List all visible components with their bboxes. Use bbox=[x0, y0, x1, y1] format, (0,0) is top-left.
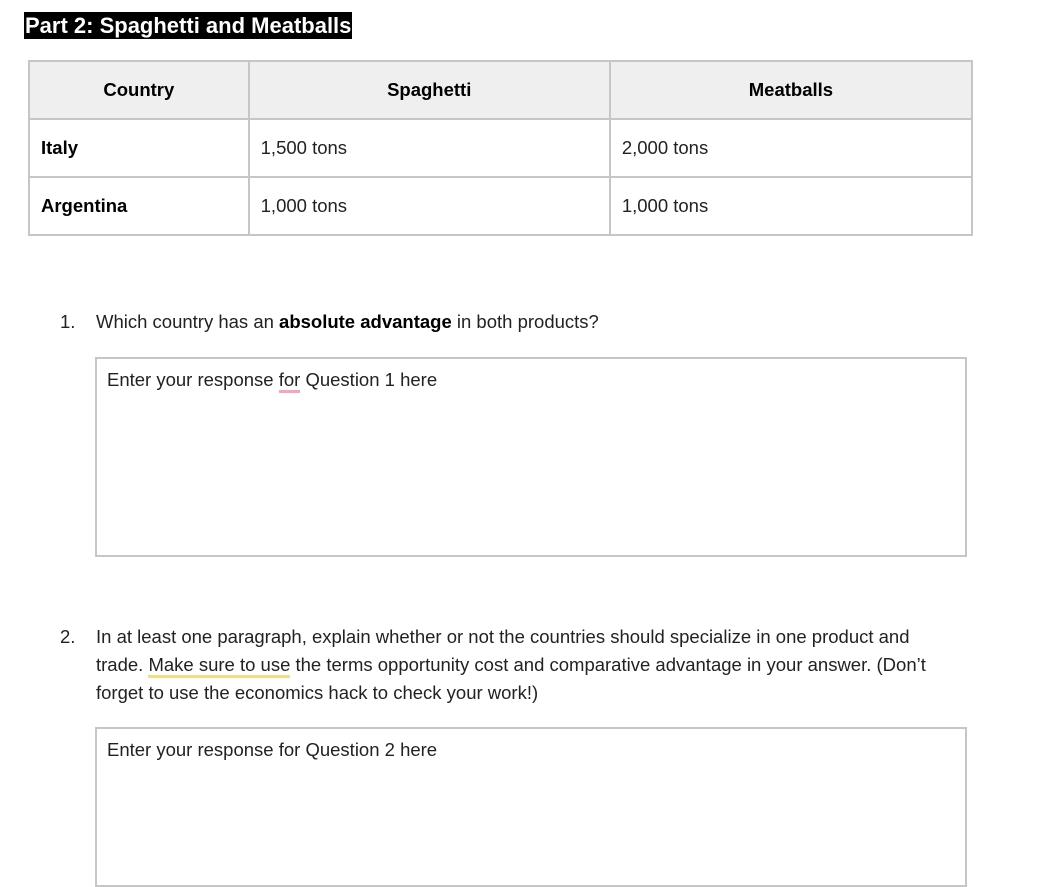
answer-box-1[interactable]: Enter your response for Question 1 here bbox=[95, 357, 967, 557]
country-cell: Argentina bbox=[29, 177, 249, 235]
meatballs-cell: 1,000 tons bbox=[610, 177, 972, 235]
question-number: 2. bbox=[60, 626, 76, 647]
grammar-underline[interactable]: Make sure to use bbox=[148, 654, 290, 678]
spaghetti-cell: 1,500 tons bbox=[249, 119, 610, 177]
production-table bbox=[28, 60, 973, 236]
answer-box-2[interactable]: Enter your response for Question 2 here bbox=[95, 727, 967, 887]
spellcheck-underline[interactable]: for bbox=[279, 369, 301, 393]
section-heading: Part 2: Spaghetti and Meatballs bbox=[25, 13, 352, 38]
question-1 bbox=[60, 308, 960, 336]
table-header-row bbox=[29, 61, 972, 119]
country-cell: Italy bbox=[29, 119, 249, 177]
column-header-spaghetti: Spaghetti bbox=[249, 61, 610, 119]
spaghetti-cell: 1,000 tons bbox=[249, 177, 610, 235]
meatballs-cell: 2,000 tons bbox=[610, 119, 972, 177]
question-text: Which country has an absolute advantage in both products? bbox=[96, 311, 599, 332]
question-number: 1. bbox=[60, 311, 76, 332]
emphasis-text: absolute advantage bbox=[279, 311, 452, 332]
table-row bbox=[29, 119, 972, 177]
question-text: In at least one paragraph, explain whether or not the countries should specialize in one product and trade. Make sure to use the terms opportunity cost and comparative advantage in your answer. (Don’t forget to use the economics hack to check your work!) bbox=[96, 626, 926, 703]
question-2 bbox=[60, 623, 960, 707]
column-header-country: Country bbox=[29, 61, 249, 119]
column-header-meatballs: Meatballs bbox=[610, 61, 972, 119]
table-row bbox=[29, 177, 972, 235]
